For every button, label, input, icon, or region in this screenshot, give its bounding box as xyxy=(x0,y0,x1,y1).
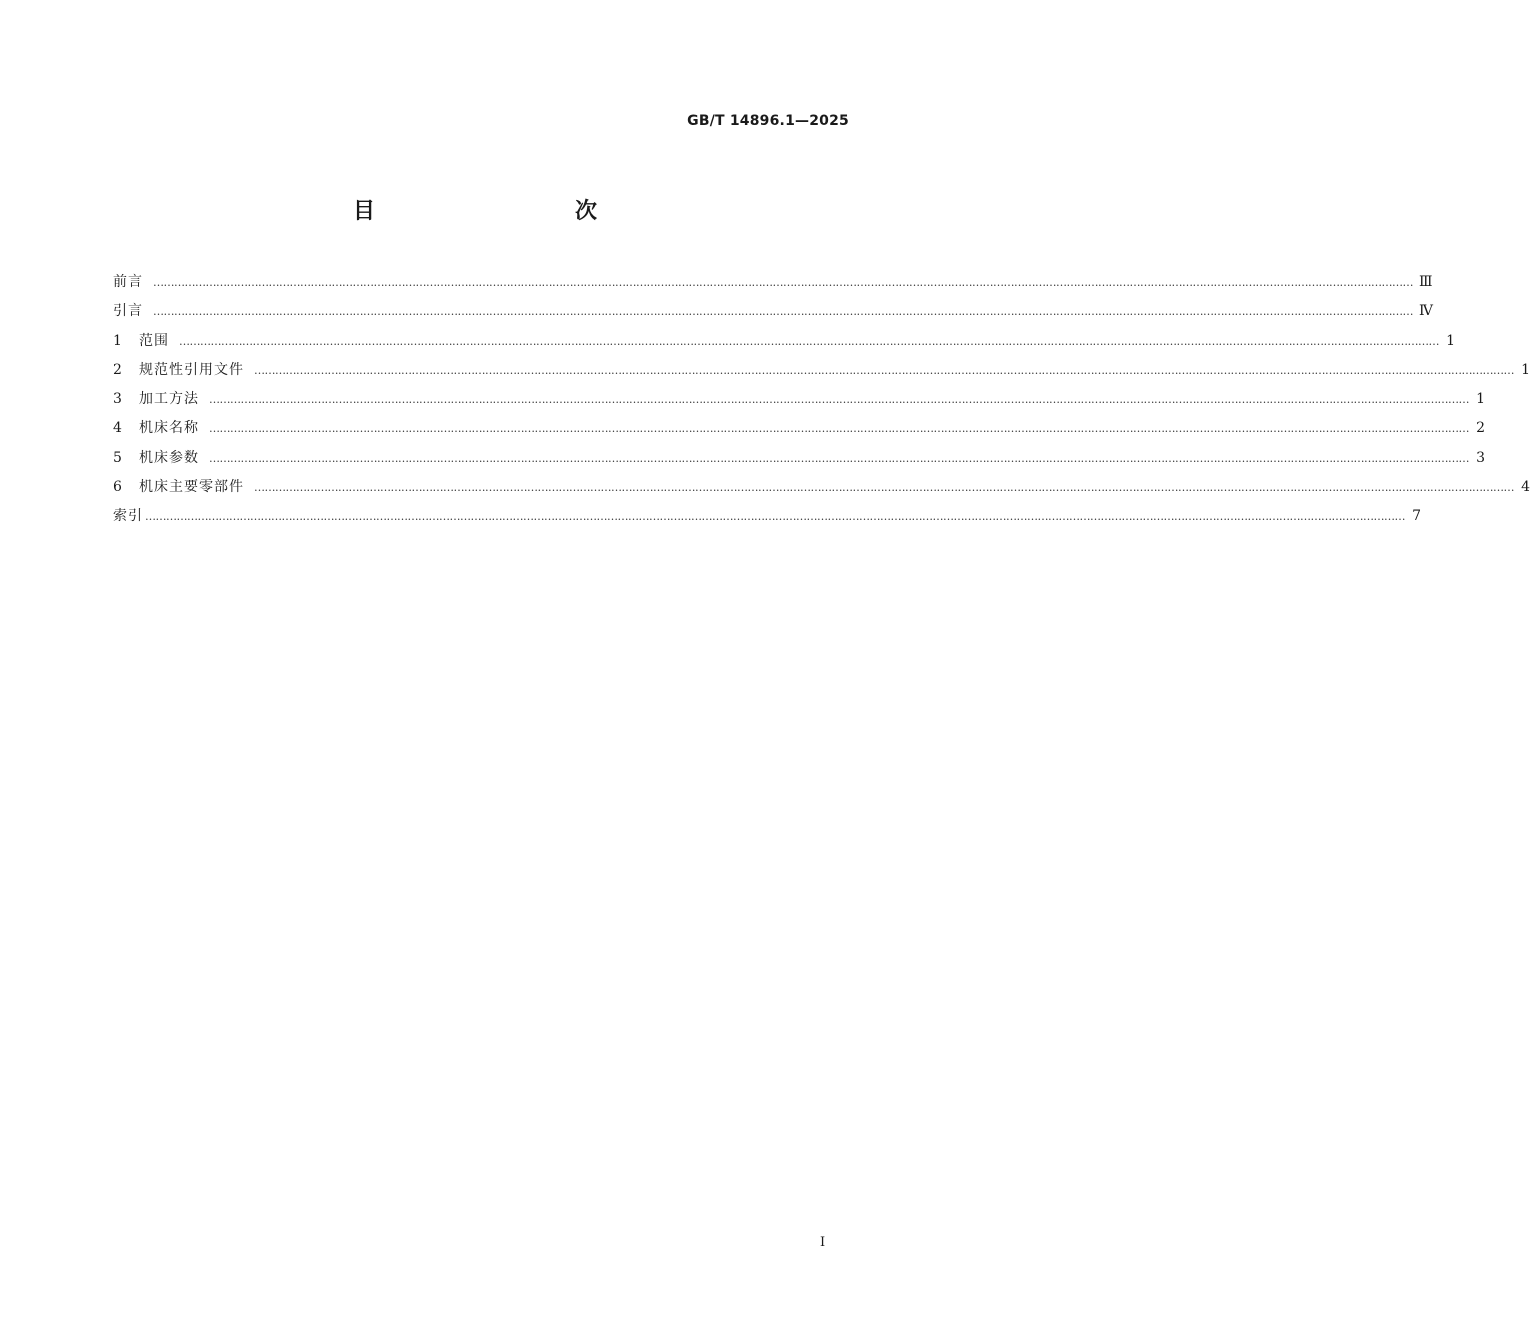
page-title: 目 次 xyxy=(352,199,649,224)
toc-entry-number: 6 xyxy=(113,479,122,496)
toc-entry-label: 索引 xyxy=(113,508,143,525)
toc-entry-page: Ⅲ xyxy=(1419,274,1433,290)
toc-entry-label: 机床主要零部件 xyxy=(139,479,244,496)
toc-entry-label: 机床名称 xyxy=(139,420,199,437)
toc-leader-dots: ……………………………………………………………………………………………………………………………………………………………………………………………………………………………………………………………………………………………………………………………… xyxy=(209,451,1469,465)
toc-entry-foreword[interactable] xyxy=(113,271,1433,300)
toc-leader-dots: ……………………………………………………………………………………………………………………………………………………………………………………………………………………………………………………………………………………………………………………………… xyxy=(209,422,1469,436)
toc-entry-machining-methods[interactable] xyxy=(113,388,1485,417)
toc-entry-introduction[interactable] xyxy=(113,300,1433,329)
toc-leader-dots: ……………………………………………………………………………………………………………………………………………………………………………………………………………………………………………………………………………………………………………………………… xyxy=(153,276,1413,289)
toc-leader-dots: ……………………………………………………………………………………………………………………………………………………………………………………………………………………………………………………………………………………………………………………………… xyxy=(209,393,1469,407)
toc-entry-label: 前言 xyxy=(113,274,143,290)
toc-entry-number: 5 xyxy=(113,449,122,466)
toc-leader-dots: ……………………………………………………………………………………………………………………………………………………………………………………………………………………………………………………………………………………………………………………………… xyxy=(153,305,1413,319)
toc-entry-page: Ⅳ xyxy=(1419,303,1433,320)
toc-entry-normative-references[interactable] xyxy=(113,359,1530,388)
toc-entry-label: 引言 xyxy=(113,303,143,320)
toc-entry-number: 2 xyxy=(113,361,122,378)
toc-entry-label: 加工方法 xyxy=(139,391,199,408)
toc-entry-page: 3 xyxy=(1476,449,1485,466)
toc-leader-dots: ……………………………………………………………………………………………………………………………………………………………………………………………………………………………………………………………………………………………………………………………… xyxy=(254,363,1514,377)
toc-leader-dots: ……………………………………………………………………………………………………………………………………………………………………………………………………………………………………………………………………………………………………………………………… xyxy=(254,481,1514,495)
toc-entry-page: 1 xyxy=(1476,391,1485,408)
toc-entry-machine-names[interactable] xyxy=(113,417,1485,446)
toc-entry-machine-parameters[interactable] xyxy=(113,447,1485,476)
toc-entry-label: 机床参数 xyxy=(139,449,199,466)
toc-entry-page: 4 xyxy=(1521,479,1530,496)
standard-code: GB/T 14896.1—2025 xyxy=(687,113,849,129)
toc-entry-main-components[interactable] xyxy=(113,476,1530,505)
toc-entry-number: 3 xyxy=(113,391,122,408)
toc-leader-dots: ……………………………………………………………………………………………………………………………………………………………………………………………………………………………………………………………………………………………………………………………… xyxy=(145,510,1405,524)
toc-entry-page: 7 xyxy=(1412,508,1421,525)
toc-entry-page: 1 xyxy=(1521,361,1530,378)
toc-entry-index[interactable] xyxy=(113,505,1421,534)
toc-leader-dots: ……………………………………………………………………………………………………………………………………………………………………………………………………………………………………………………………………………………………………………………………… xyxy=(179,334,1439,348)
table-of-contents xyxy=(113,271,1530,535)
toc-entry-label: 规范性引用文件 xyxy=(139,361,244,378)
toc-entry-page: 1 xyxy=(1446,332,1455,349)
toc-entry-number: 1 xyxy=(113,332,122,349)
toc-entry-page: 2 xyxy=(1476,420,1485,437)
toc-entry-label: 范围 xyxy=(139,332,169,349)
page-number: Ⅰ xyxy=(820,1235,826,1250)
toc-entry-number: 4 xyxy=(113,420,122,437)
toc-entry-scope[interactable] xyxy=(113,330,1455,359)
